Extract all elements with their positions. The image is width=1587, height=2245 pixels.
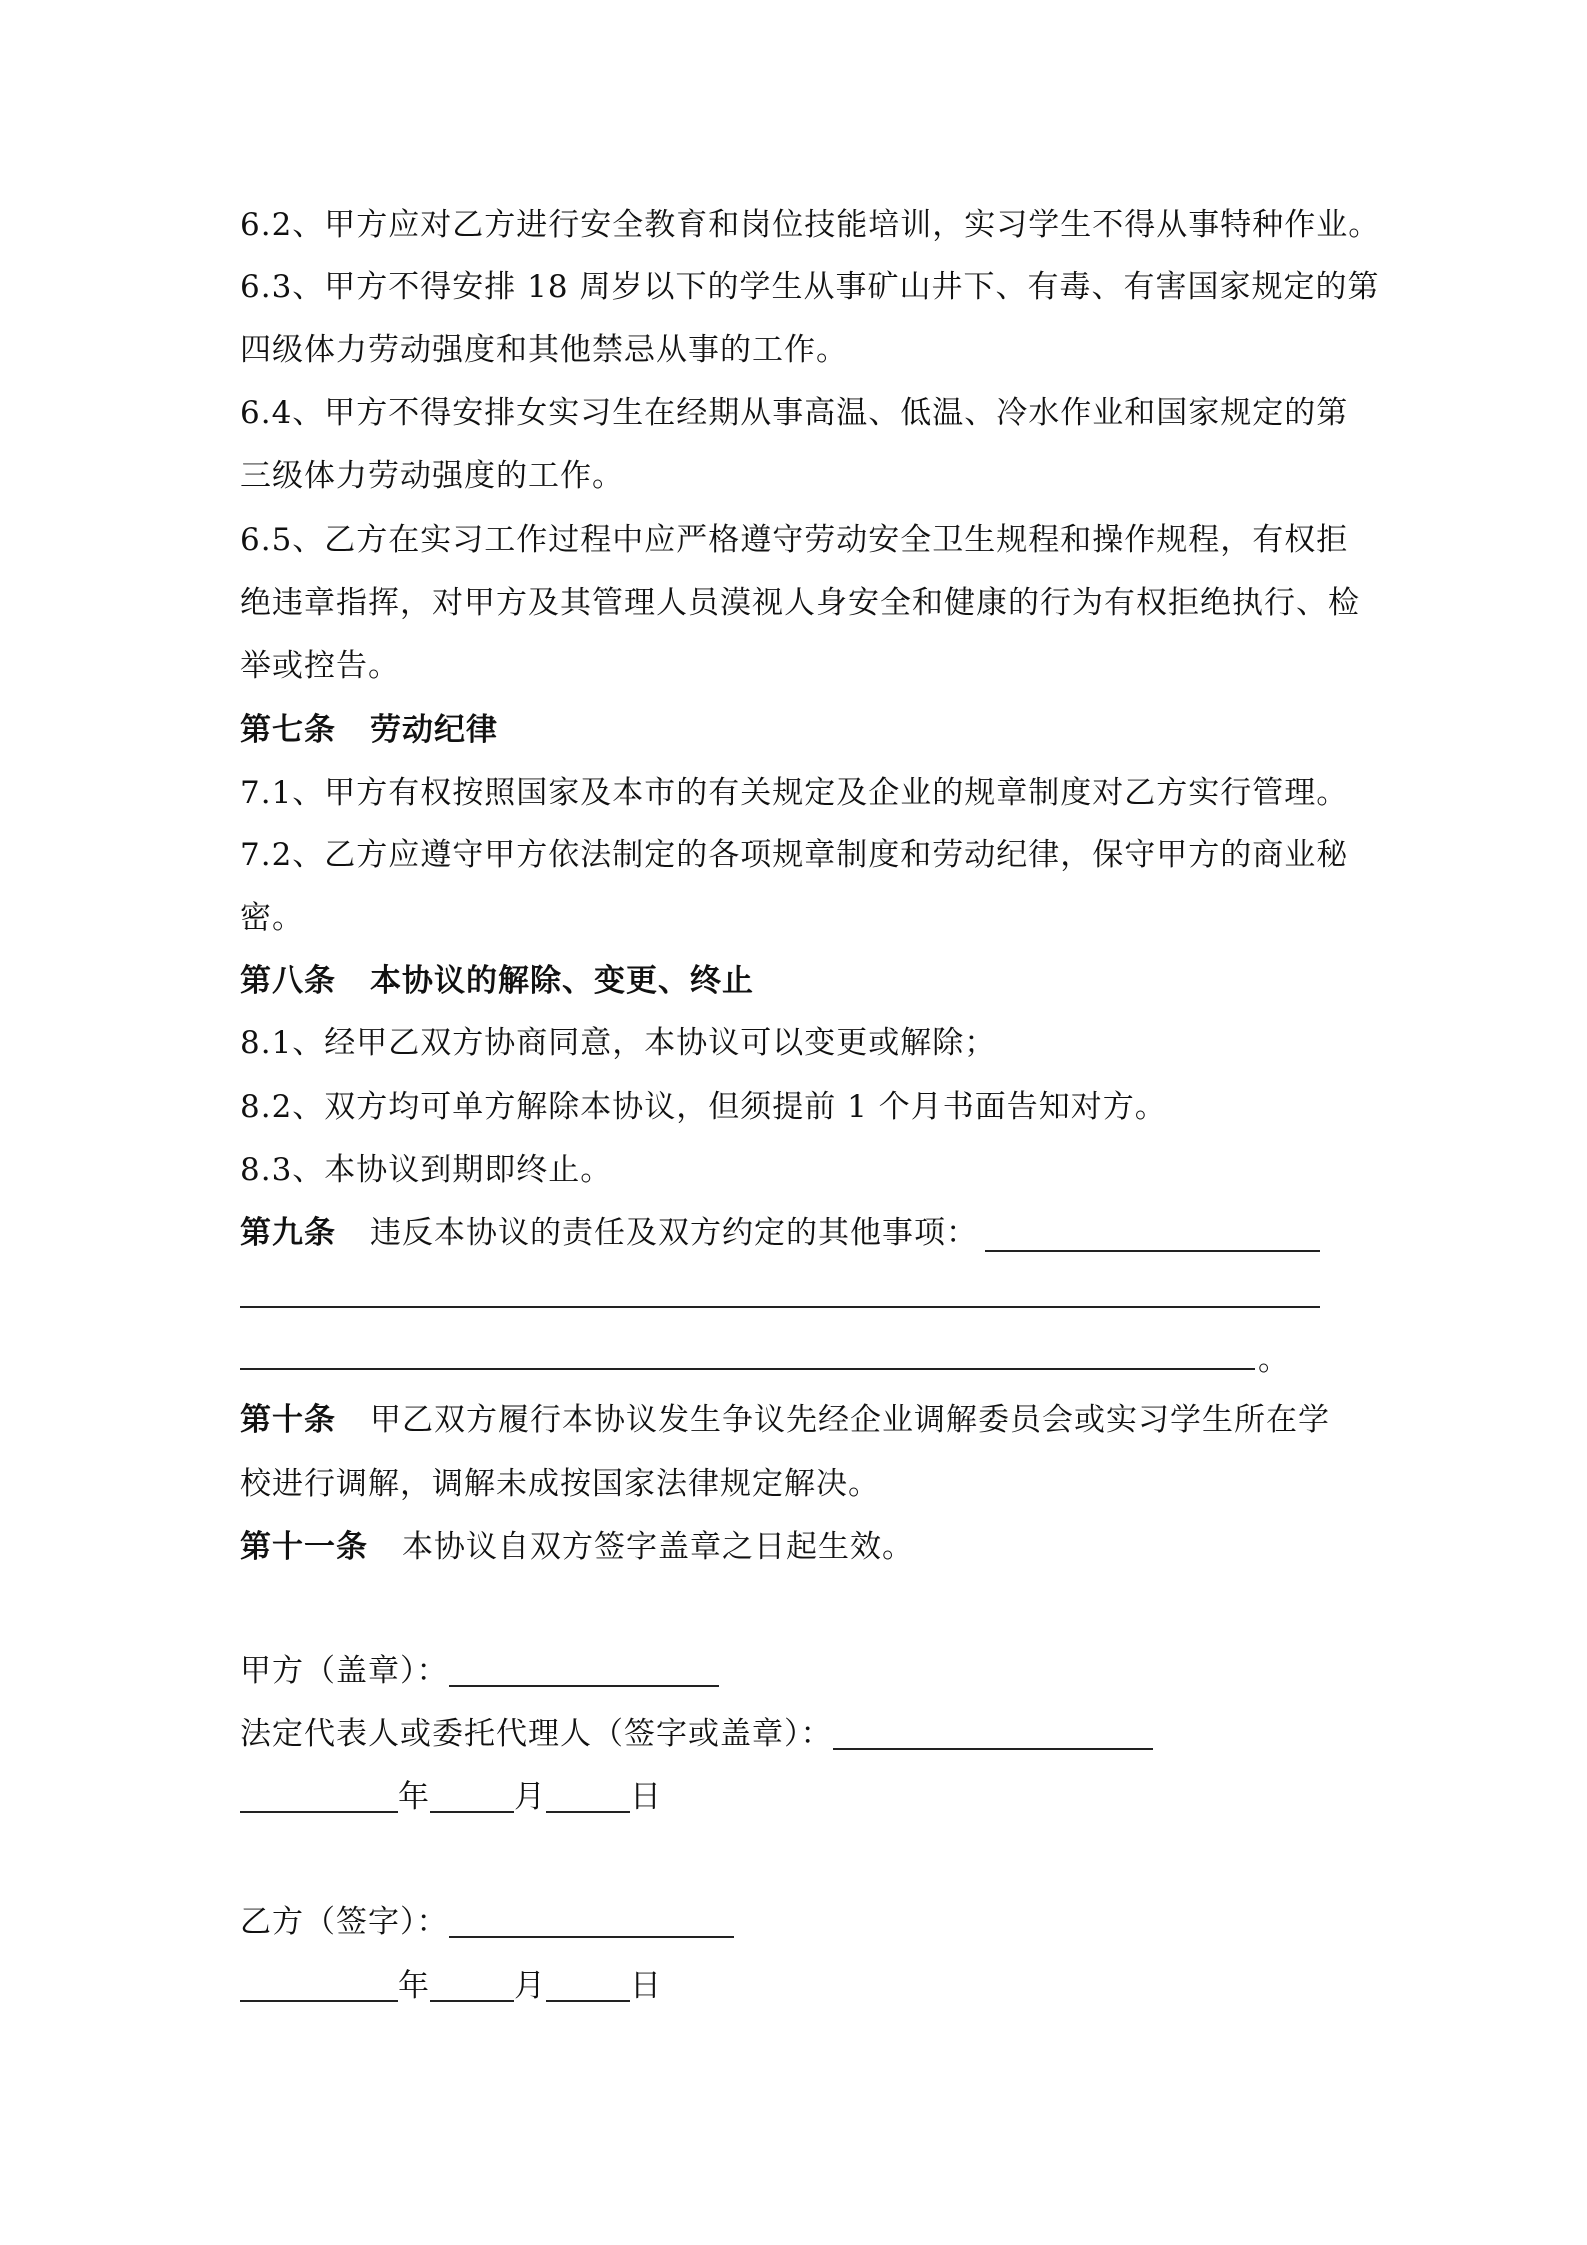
party-a-label: 甲方（盖章）： [240,1653,449,1689]
party-a-seal-field[interactable] [449,1655,719,1687]
clause-8-3: 8.3、本协议到期即终止。 [240,1152,613,1188]
article-9-heading [240,1213,978,1253]
article-8-heading [240,961,754,1001]
representative-signature-field[interactable] [833,1718,1153,1750]
clause-8-2: 8.2、双方均可单方解除本协议，但须提前 1 个月书面告知对方。 [240,1089,1167,1125]
clause-6-5-line2: 绝违章指挥，对甲方及其管理人员漠视人身安全和健康的行为有权拒绝执行、检 [240,585,1360,621]
clause-6-4-line2: 三级体力劳动强度的工作。 [240,458,624,494]
article-11-text: 本协议自双方签字盖章之日起生效。 [402,1529,914,1565]
year-label: 年 [398,1779,430,1815]
article-11-number: 第十一条 [240,1529,368,1565]
article-9-blank-line-1[interactable] [985,1250,1320,1252]
day-label: 日 [630,1968,662,2004]
article-8-title: 本协议的解除、变更、终止 [370,963,754,999]
party-b-date-line [240,1966,662,2006]
article-10-text-line2: 校进行调解，调解未成按国家法律规定解决。 [240,1466,880,1502]
representative-line [240,1714,1153,1754]
clause-6-3-line2: 四级体力劳动强度和其他禁忌从事的工作。 [240,332,848,368]
article-7-heading [240,710,498,750]
article-9-blank-line-3[interactable] [240,1368,1255,1370]
article-7-title: 劳动纪律 [370,712,498,748]
article-9-number: 第九条 [240,1215,336,1251]
article-10-text-line1: 甲乙双方履行本协议发生争议先经企业调解委员会或实习学生所在学 [370,1402,1330,1438]
party-b-year-field[interactable] [240,1970,398,2002]
party-b-month-field[interactable] [430,1970,514,2002]
party-a-day-field[interactable] [546,1781,630,1813]
clause-8-1: 8.1、经甲乙双方协商同意，本协议可以变更或解除； [240,1025,997,1061]
day-label: 日 [630,1779,662,1815]
representative-label: 法定代表人或委托代理人（签字或盖章）： [240,1716,833,1752]
party-a-seal-line [240,1651,719,1691]
clause-7-2-line2: 密。 [240,900,304,936]
party-b-label: 乙方（签字）： [240,1904,449,1940]
article-10-number: 第十条 [240,1402,336,1438]
month-label: 月 [514,1779,546,1815]
article-8-number: 第八条 [240,963,336,999]
month-label: 月 [514,1968,546,2004]
article-11-heading [240,1527,914,1567]
article-9-end-mark: 。 [1258,1342,1290,1378]
clause-6-2: 6.2、甲方应对乙方进行安全教育和岗位技能培训，实习学生不得从事特种作业。 [240,207,1381,243]
clause-7-1: 7.1、甲方有权按照国家及本市的有关规定及企业的规章制度对乙方实行管理。 [240,775,1349,811]
article-9-blank-line-2[interactable] [240,1306,1320,1308]
party-a-month-field[interactable] [430,1781,514,1813]
year-label: 年 [398,1968,430,2004]
clause-7-2-line1: 7.2、乙方应遵守甲方依法制定的各项规章制度和劳动纪律，保守甲方的商业秘 [240,837,1349,873]
party-b-signature-line [240,1902,734,1942]
article-10-heading [240,1400,1330,1440]
party-a-date-line [240,1777,662,1817]
clause-6-5-line1: 6.5、乙方在实习工作过程中应严格遵守劳动安全卫生规程和操作规程，有权拒 [240,522,1349,558]
party-b-day-field[interactable] [546,1970,630,2002]
clause-6-3-line1: 6.3、甲方不得安排 18 周岁以下的学生从事矿山井下、有毒、有害国家规定的第 [240,269,1380,305]
article-9-text: 违反本协议的责任及双方约定的其他事项： [370,1215,978,1251]
clause-6-5-line3: 举或控告。 [240,648,400,684]
article-7-number: 第七条 [240,712,336,748]
party-a-year-field[interactable] [240,1781,398,1813]
clause-6-4-line1: 6.4、甲方不得安排女实习生在经期从事高温、低温、冷水作业和国家规定的第 [240,395,1349,431]
party-b-signature-field[interactable] [449,1906,734,1938]
